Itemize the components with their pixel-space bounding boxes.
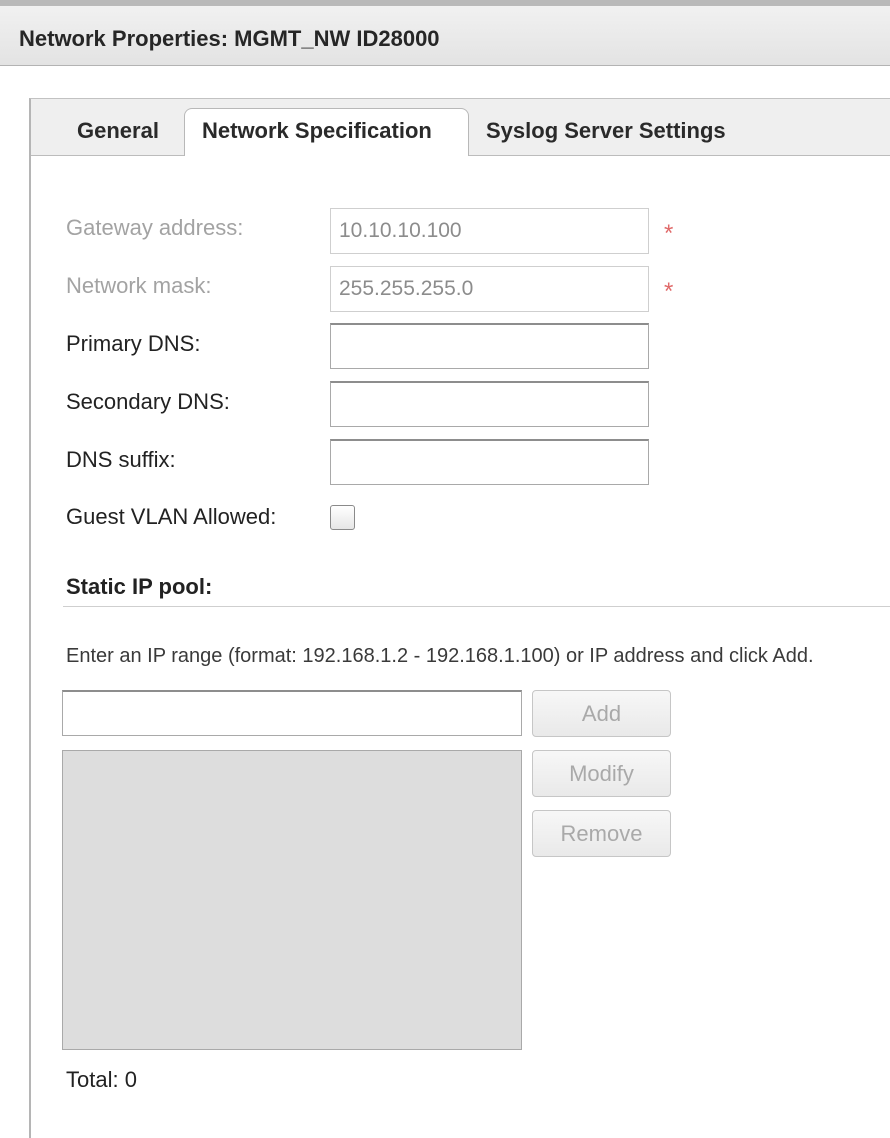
ip-range-hint: Enter an IP range (format: 192.168.1.2 - 192.168.1.100) or IP address and click Add. — [66, 645, 814, 667]
gateway-address-field[interactable] — [330, 208, 649, 254]
tab-network-specification[interactable]: Network Specification — [184, 108, 469, 156]
network-mask-field[interactable] — [330, 266, 649, 312]
network-mask-required-mark: * — [664, 278, 674, 305]
secondary-dns-field[interactable] — [330, 381, 649, 427]
gateway-required-mark: * — [664, 220, 674, 247]
guest-vlan-checkbox[interactable] — [330, 505, 355, 530]
secondary-dns-label: Secondary DNS: — [66, 389, 230, 414]
dns-suffix-label: DNS suffix: — [66, 447, 176, 472]
primary-dns-label: Primary DNS: — [66, 331, 201, 356]
network-mask-label: Network mask: — [66, 273, 212, 298]
ip-pool-total: Total: 0 — [66, 1067, 137, 1092]
dialog-title-bar — [0, 0, 890, 66]
tab-syslog-server-settings[interactable]: Syslog Server Settings — [486, 118, 726, 143]
primary-dns-field[interactable] — [330, 323, 649, 369]
guest-vlan-label: Guest VLAN Allowed: — [66, 504, 277, 529]
add-button[interactable]: Add — [532, 690, 671, 737]
dialog-title: Network Properties: MGMT_NW ID28000 — [19, 26, 440, 51]
remove-button[interactable]: Remove — [532, 810, 671, 857]
tab-strip — [31, 99, 890, 156]
section-divider — [63, 606, 890, 607]
tab-general[interactable]: General — [77, 118, 159, 143]
ip-pool-list[interactable] — [62, 750, 522, 1050]
ip-range-input[interactable] — [62, 690, 522, 736]
modify-button[interactable]: Modify — [532, 750, 671, 797]
static-ip-pool-title: Static IP pool: — [66, 574, 213, 599]
gateway-address-label: Gateway address: — [66, 215, 244, 240]
dns-suffix-field[interactable] — [330, 439, 649, 485]
